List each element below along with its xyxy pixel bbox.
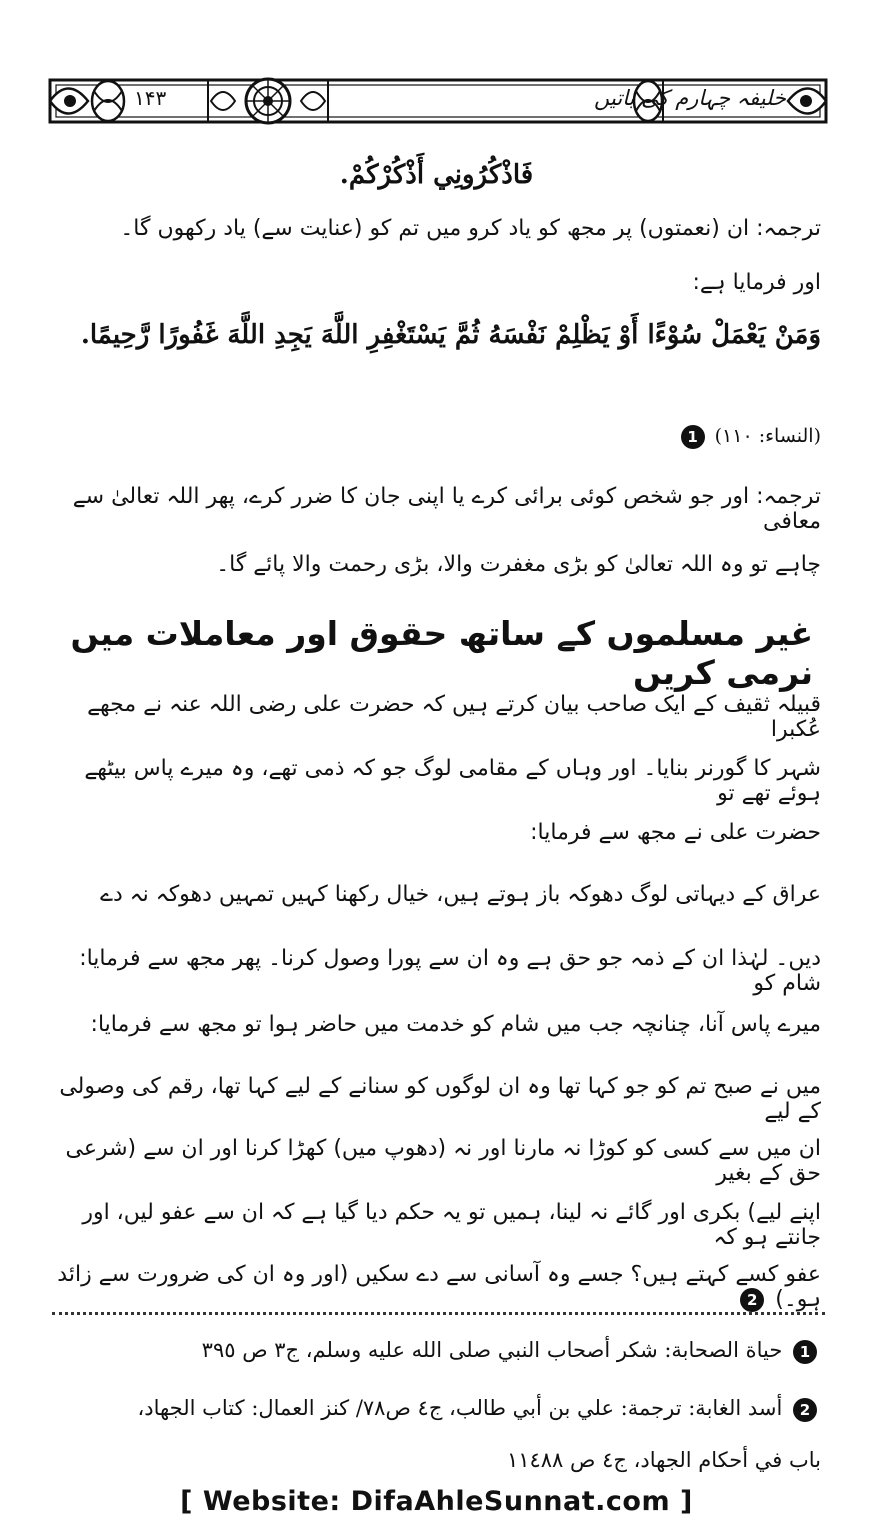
page-header xyxy=(48,74,828,128)
quran-verse-1: فَاذْكُرُونِي أَذْكُرْكُمْ. xyxy=(339,160,534,190)
body-line-4: عراق کے دیہاتی لوگ دھوکہ باز ہوتے ہیں، خیال رکھنا کہیں تمہیں دھوکہ نہ دے xyxy=(100,882,821,907)
body-line-9: اپنے لیے) بکری اور گائے نہ لینا، ہمیں تو یہ حکم دیا گیا ہے کہ ان سے عفو لیں، اور جانتے ہو کہ xyxy=(82,1200,821,1250)
verse-reference xyxy=(48,425,821,449)
footnote-marker-2: 2 xyxy=(740,1288,764,1312)
footnote-2 xyxy=(48,1396,821,1422)
body-line-5: دیں۔ لہٰذا ان کے ذمہ جو حق ہے وہ ان سے پورا وصول کرنا۔ پھر مجھ سے فرمایا: شام کو xyxy=(79,946,821,996)
body-line-3: حضرت علی نے مجھ سے فرمایا: xyxy=(530,820,821,845)
body-line-2: شہر کا گورنر بنایا۔ اور وہاں کے مقامی لوگ جو کہ ذمی تھے، وہ میرے پاس بیٹھے ہوئے تھے تو xyxy=(84,756,821,806)
quran-verse-2: وَمَنْ يَعْمَلْ سُوْءًا أَوْ يَظْلِمْ نَفْسَهُ ثُمَّ يَسْتَغْفِرِ اللَّهَ يَجِدِ اللَّهَ غَفُورًا رَّحِيمًا. xyxy=(80,320,821,350)
body-line-6: میرے پاس آنا، چنانچہ جب میں شام کو خدمت میں حاضر ہوا تو مجھ سے فرمایا: xyxy=(90,1012,821,1037)
surah-reference: (النساء: ١١٠) xyxy=(714,425,821,447)
body-line-8: ان میں سے کسی کو کوڑا نہ مارنا اور نہ (دھوپ میں) کھڑا کرنا اور ان سے (شرعی حق کے بغیر xyxy=(65,1136,821,1186)
footnote-2-continued: باب في أحكام الجهاد، ج٤ ص ١١٤٨٨ xyxy=(506,1448,821,1472)
footnote-divider xyxy=(52,1312,825,1315)
section-heading: غیر مسلموں کے ساتھ حقوق اور معاملات میں نرمی کریں xyxy=(70,614,813,692)
footnote-marker-1: 1 xyxy=(681,425,705,449)
footnote-2-marker: 2 xyxy=(793,1398,817,1422)
footnote-1 xyxy=(48,1338,821,1364)
running-title: خلیفہ چہارم کی باتیں xyxy=(594,86,786,110)
body-line-10-text: عفو کسے کہتے ہیں؟ جسے وہ آسانی سے دے سکیں (اور وہ ان کی ضرورت سے زائد ہو۔) xyxy=(57,1262,821,1312)
footnote-2-text: أسد الغابة: ترجمة: علي بن أبي طالب، ج٤ ص٧٨/ كنز العمال: كتاب الجهاد، xyxy=(137,1396,783,1420)
body-line-10 xyxy=(48,1262,821,1312)
translation-2-line-2: چاہے تو وہ اللہ تعالیٰ کو بڑی مغفرت والا، بڑی رحمت والا پائے گا۔ xyxy=(216,552,821,577)
footnote-1-text: حياة الصحابة: شكر أصحاب النبي صلى الله عليه وسلم، ج٣ ص ٣٩٥ xyxy=(201,1338,783,1362)
body-line-7: میں نے صبح تم کو جو کہا تھا وہ ان لوگوں کو سنانے کے لیے کہا تھا، رقم کی وصولی کے لیے xyxy=(59,1074,821,1124)
footnote-1-marker: 1 xyxy=(793,1340,817,1364)
website-banner: [ Website: DifaAhleSunnat.com ] xyxy=(180,1486,693,1517)
body-line-1: قبیلہ ثقیف کے ایک صاحب بیان کرتے ہیں کہ حضرت علی رضی اللہ عنہ نے مجھے عُکبرا xyxy=(87,692,821,742)
translation-1: ترجمہ: ان (نعمتوں) پر مجھ کو یاد کرو میں تم کو (عنایت سے) یاد رکھوں گا۔ xyxy=(120,216,821,241)
intro-line: اور فرمایا ہے: xyxy=(692,270,821,295)
translation-2-line-1: ترجمہ: اور جو شخص کوئی برائی کرے یا اپنی جان کا ضرر کرے، پھر اللہ تعالیٰ سے معافی xyxy=(72,484,821,534)
page-number: ۱۴۳ xyxy=(134,86,167,110)
